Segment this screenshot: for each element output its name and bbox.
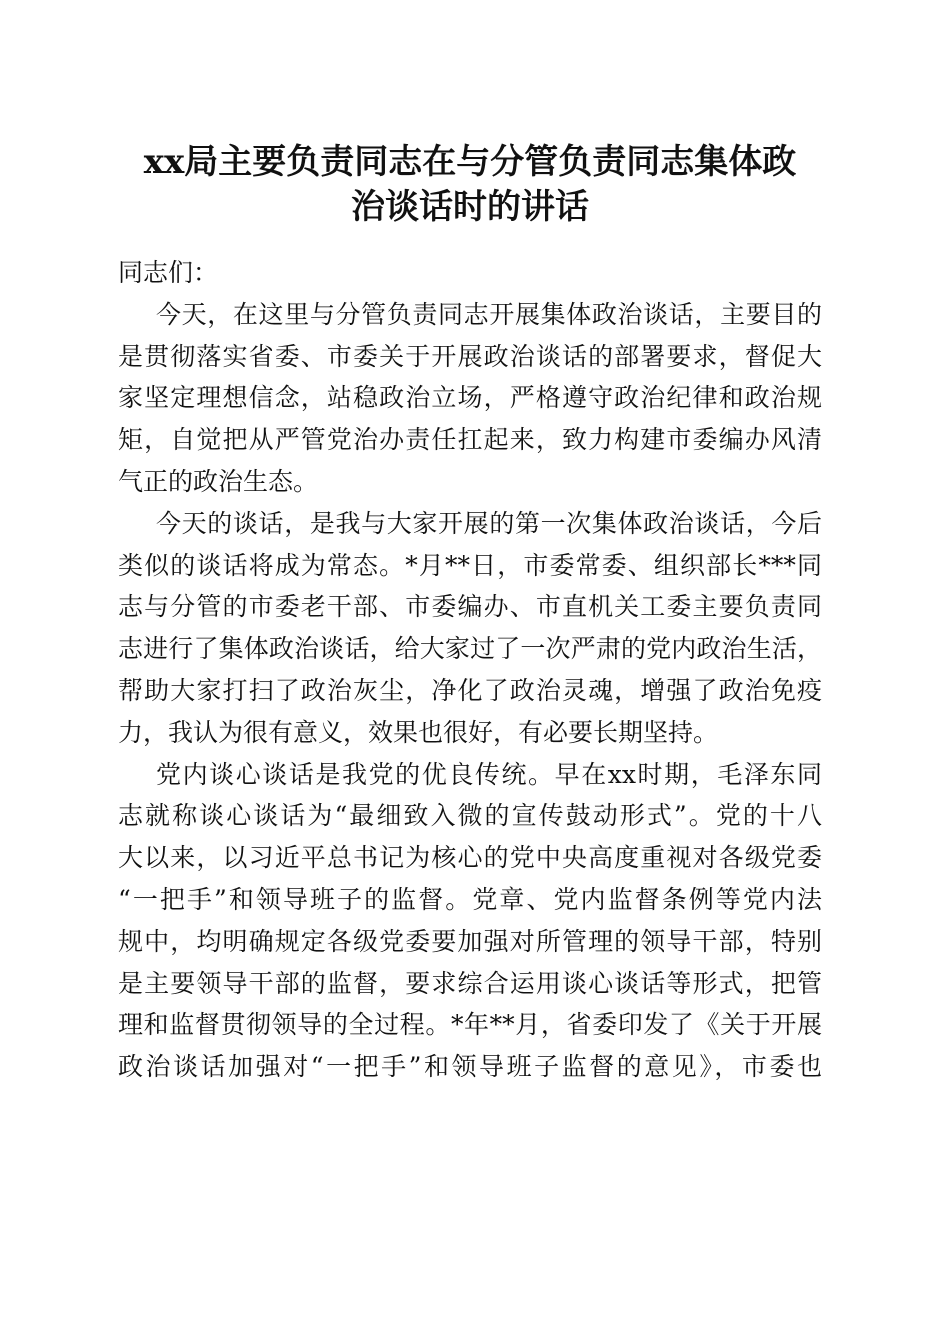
paragraph-line: 政治谈话加强对“一把手”和领导班子监督的意见》，市委也 <box>118 1052 822 1082</box>
paragraph-line: 气正的政治生态。 <box>118 466 319 496</box>
paragraph <box>118 294 822 503</box>
paragraph-line: 志进行了集体政治谈话，给大家过了一次严肃的党内政治生活， <box>118 634 822 664</box>
paragraph-line: 规中，均明确规定各级党委要加强对所管理的领导干部，特别 <box>118 926 822 956</box>
paragraph-line: “一把手”和领导班子的监督。党章、党内监督条例等党内法 <box>118 884 822 914</box>
paragraph-line: 今天的谈话，是我与大家开展的第一次集体政治谈话，今后 <box>156 508 822 538</box>
paragraph-line: 今天，在这里与分管负责同志开展集体政治谈话，主要目的 <box>156 299 822 329</box>
paragraph-line: 家坚定理想信念，站稳政治立场，严格遵守政治纪律和政治规 <box>118 383 822 413</box>
paragraph-line: 理和监督贯彻领导的全过程。*年**月，省委印发了《关于开展 <box>118 1010 822 1040</box>
document-title <box>118 140 822 230</box>
paragraph-line: 大以来，以习近平总书记为核心的党中央高度重视对各级党委 <box>118 843 822 873</box>
paragraph-line: 类似的谈话将成为常态。*月**日，市委常委、组织部长***同 <box>118 550 822 580</box>
title-line: xx局主要负责同志在与分管负责同志集体政 <box>143 142 797 182</box>
paragraph-line: 是主要领导干部的监督，要求综合运用谈心谈话等形式，把管 <box>118 968 822 998</box>
paragraph <box>118 754 822 1088</box>
document-body <box>118 252 822 1088</box>
paragraph-line: 是贯彻落实省委、市委关于开展政治谈话的部署要求，督促大 <box>118 341 822 371</box>
paragraph-line: 力，我认为很有意义，效果也很好，有必要长期坚持。 <box>118 717 719 747</box>
paragraph-line: 志就称谈心谈话为“最细致入微的宣传鼓动形式”。党的十八 <box>118 801 822 831</box>
salutation: 同志们： <box>118 258 219 287</box>
paragraph <box>118 503 822 754</box>
paragraph-line: 矩，自觉把从严管党治办责任扛起来，致力构建市委编办风清 <box>118 425 822 455</box>
paragraph-line: 帮助大家打扫了政治灰尘，净化了政治灵魂，增强了政治免疫 <box>118 675 822 705</box>
title-line: 治谈话时的讲话 <box>351 187 589 227</box>
paragraph-line: 党内谈心谈话是我党的优良传统。早在xx时期，毛泽东同 <box>156 759 822 789</box>
paragraphs <box>118 294 822 1088</box>
paragraph-line: 志与分管的市委老干部、市委编办、市直机关工委主要负责同 <box>118 592 822 622</box>
